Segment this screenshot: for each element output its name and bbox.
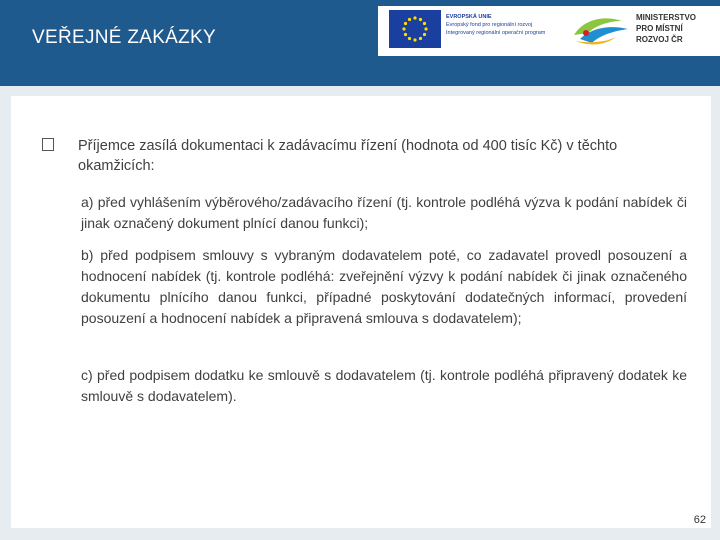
mmr-logo-text xyxy=(636,12,696,45)
eu-logo-text xyxy=(446,13,566,37)
mmr-logo-line: MINISTERSTVO xyxy=(636,13,697,22)
mmr-logo-line: PRO MÍSTNÍ xyxy=(636,24,683,33)
eu-flag-icon xyxy=(389,10,441,48)
main-paragraph: Příjemce zasílá dokumentaci k zadávacímu řízení (hodnota od 400 tisíc Kč) v těchto okamžicích: xyxy=(78,138,618,174)
eu-logo-line: Integrovaný regionální operační program xyxy=(446,30,546,36)
checkbox-bullet-icon xyxy=(42,138,54,151)
page-number: 62 xyxy=(693,514,706,526)
list-item-b: b) před podpisem smlouvy s vybraným dodavatelem poté, co zadavatel provedl posouzení a hodnocení nabídek (tj. kontrole podléhá: zveřejnění výzvy k podání nabídek či jinak označeného dokumentu plnícího danou funkci, případné poskytování dodatečných informací, provedení posouzení a hodnocení nabídek a připravená smlouva s dodavatelem); xyxy=(81,247,687,326)
logo-strip xyxy=(378,6,720,56)
eu-logo-line: EVROPSKÁ UNIE xyxy=(446,14,492,20)
eu-logo-line: Evropský fond pro regionální rozvoj xyxy=(446,22,533,28)
mmr-logo-icon xyxy=(570,13,632,47)
mmr-logo-line: ROZVOJ ČR xyxy=(636,35,683,44)
list-item-c: c) před podpisem dodatku ke smlouvě s dodavatelem (tj. kontrole podléhá připravený dodatek ke smlouvě s dodavatelem). xyxy=(81,367,687,404)
list-item-a: a) před vyhlášením výběrového/zadávacího řízení (tj. kontrole podléhá výzva k podání nabídek či jinak označený dokument plnící danou funkci); xyxy=(81,194,687,231)
page-title: VEŘEJNÉ ZAKÁZKY xyxy=(32,27,216,48)
